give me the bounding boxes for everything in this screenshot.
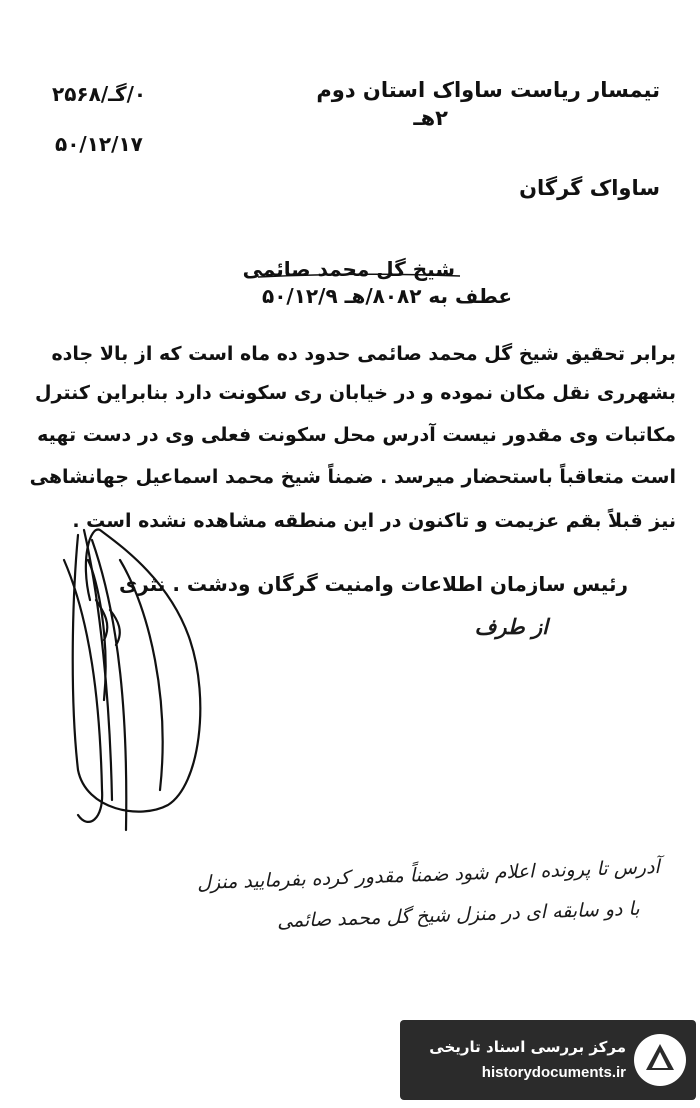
watermark-name: مرکز بررسی اسناد تاریخی (429, 1038, 626, 1056)
body-line: برابر تحقیق شیخ گل محمد صائمی حدود ده ماه است که از بالا جاده (51, 343, 676, 365)
subject-reference: عطف به ۸۰۸۲/هـ ۵۰/۱۲/۹ (262, 284, 512, 308)
watermark (400, 1020, 696, 1100)
addressee-line: ساواک گرگان (519, 176, 660, 200)
handwritten-note-line: آدرس تا پرونده اعلام شود ضمناً مقدور کرده بفرمایید منزل (196, 855, 661, 895)
signatory-title: رئیس سازمان اطلاعات وامنیت گرگان ودشت . نثری (118, 572, 628, 596)
signatory-initials: از طرف (474, 614, 548, 639)
department-code: ۲هـ (413, 106, 448, 130)
recipient-line: تیمسار ریاست ساواک استان دوم (316, 78, 660, 102)
watermark-url: historydocuments.ir (481, 1064, 626, 1081)
body-line: است متعاقباً باستحضار میرسد . ضمناً شیخ محمد اسماعیل جهانشاهی (29, 466, 676, 488)
document-date: ۵۰/۱۲/۱۷ (55, 132, 143, 156)
body-line: نیز قبلاً بقم عزیمت و تاکنون در این منطقه مشاهده نشده است . (72, 510, 676, 532)
reference-number: ۰/گـ/۲۵۶۸ (52, 82, 147, 106)
subject-name: شیخ گل محمد صائمی (242, 257, 455, 281)
body-line: بشهرری نقل مکان نموده و در خیابان ری سکونت دارد بنابراین کنترل (35, 382, 676, 404)
handwritten-note-line: با دو سابقه ای در منزل شیخ گل محمد صائمی (277, 897, 641, 933)
watermark-logo-icon (630, 1030, 690, 1090)
body-line: مکاتبات وی مقدور نیست آدرس محل سکونت فعلی وی در دست تهیه (37, 424, 676, 446)
